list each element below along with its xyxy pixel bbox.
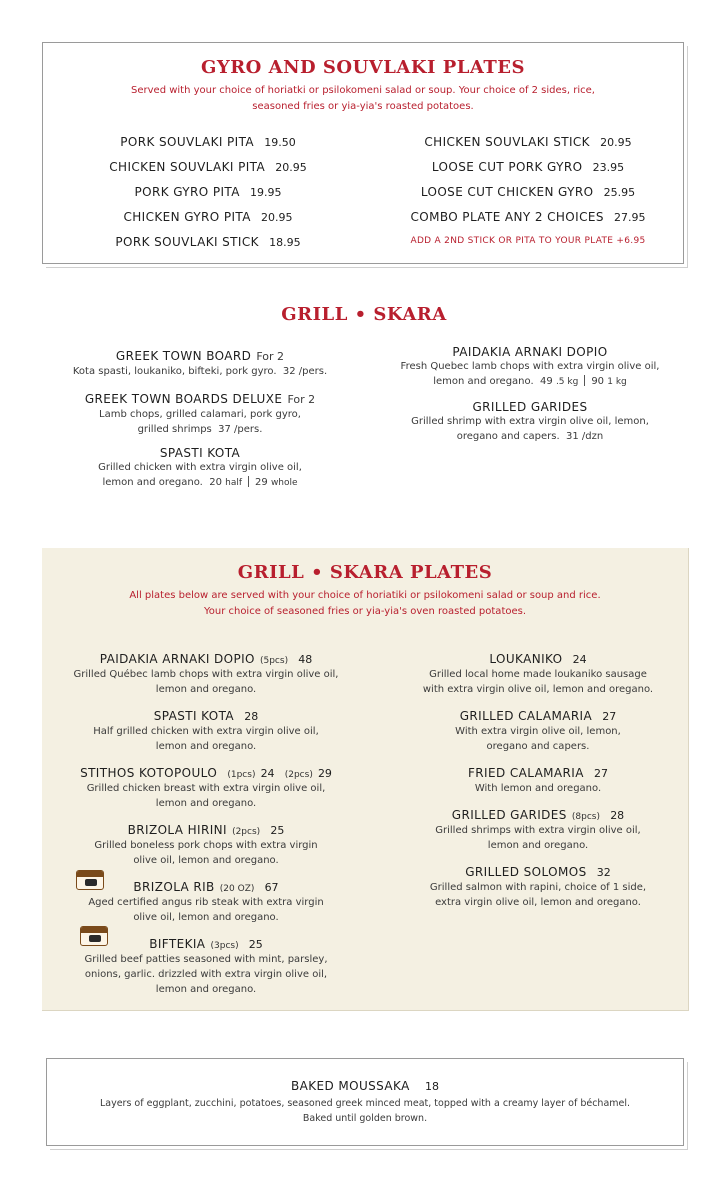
plates-right-column [398, 648, 678, 910]
item-price: 28 [610, 809, 625, 822]
item-qty: (2pcs) [284, 770, 313, 780]
menu-item [383, 181, 673, 206]
item-description: Fresh Quebec lamb chops with extra virgin olive oil, [400, 361, 660, 372]
item-price: 19.95 [250, 186, 282, 199]
item-price: 24 [572, 653, 587, 666]
item-description: oregano and capers. [486, 741, 590, 752]
item-name: GREEK TOWN BOARD [115, 349, 252, 363]
menu-item [73, 156, 343, 181]
item-name: LOUKANIKO [489, 652, 563, 666]
item-description: onions, garlic. drizzled with extra virgin olive oil, [84, 969, 328, 980]
menu-item [40, 388, 360, 437]
plates-panel [42, 548, 689, 1011]
moussaka-item [47, 1075, 683, 1126]
menu-item [73, 131, 343, 156]
menu-item [398, 762, 678, 804]
item-price: 25.95 [603, 186, 636, 199]
item-price: 18.95 [269, 236, 301, 249]
gyro-subtitle-line-1: Served with your choice of horiatki or psilokomeni salad or soup. Your choice of 2 sides, rice, [131, 85, 595, 96]
item-description: olive oil, lemon and oregano. [133, 912, 279, 923]
addon-note: ADD A 2ND STICK OR PITA TO YOUR PLATE +6.95 [410, 236, 646, 246]
item-description: Grilled Québec lamb chops with extra virgin olive oil, [73, 669, 339, 680]
item-serving: For 2 [256, 350, 285, 363]
item-price: 20.95 [275, 161, 307, 174]
item-portion: half [225, 478, 243, 488]
item-price: 19.50 [264, 136, 296, 149]
item-description: Kota spasti, loukaniko, bifteki, pork gyro. [72, 366, 277, 377]
item-description: Half grilled chicken with extra virgin olive oil, [93, 726, 319, 737]
item-price: 27.95 [614, 211, 646, 224]
menu-item [40, 446, 360, 491]
item-description: lemon and oregano. [487, 840, 589, 851]
item-description: Aged certified angus rib steak with extra virgin [88, 897, 324, 908]
divider [248, 476, 249, 487]
item-name: LOOSE CUT CHICKEN GYRO [420, 185, 594, 199]
item-description: lemon and oregano. [155, 741, 257, 752]
item-price: 31 /dzn [566, 431, 604, 442]
item-qty: (20 OZ) [219, 884, 255, 894]
item-qty: (8pcs) [571, 812, 601, 822]
item-description: olive oil, lemon and oregano. [133, 855, 279, 866]
item-description: with extra virgin olive oil, lemon and oregano. [422, 684, 654, 695]
item-description: lemon and oregano. [155, 798, 257, 809]
menu-item [383, 156, 673, 181]
plates-subtitle-line-2: Your choice of seasoned fries or yia-yia's oven roasted potatoes. [203, 606, 527, 617]
menu-item [398, 705, 678, 762]
item-description: Grilled shrimps with extra virgin olive oil, [435, 825, 641, 836]
item-name: STITHOS KOTOPOULO [80, 766, 218, 780]
item-name: COMBO PLATE ANY 2 CHOICES [410, 210, 604, 224]
item-serving: For 2 [287, 393, 316, 406]
plates-section-title: GRILL • SKARA PLATES [237, 562, 493, 583]
item-name: CHICKEN GYRO PITA [123, 210, 251, 224]
item-price: 25 [270, 824, 285, 837]
menu-item [56, 762, 356, 819]
item-price: 25 [248, 938, 263, 951]
item-qty: (3pcs) [210, 941, 239, 951]
item-description: lemon and oregano. [155, 984, 257, 995]
item-description: extra virgin olive oil, lemon and oregano. [435, 897, 641, 908]
item-price: 18 [424, 1080, 439, 1093]
gyro-section-title: GYRO AND SOUVLAKI PLATES [200, 57, 525, 78]
menu-item [73, 181, 343, 206]
menu-item [398, 861, 678, 910]
item-description: Grilled chicken breast with extra virgin olive oil, [86, 783, 326, 794]
gyro-subtitle-line-2: seasoned fries or yia-yia's roasted potatoes. [252, 101, 474, 112]
menu-item [370, 400, 690, 444]
certified-angus-beef-icon [76, 870, 104, 890]
item-price: 27 [594, 767, 608, 780]
item-description: With lemon and oregano. [474, 783, 602, 794]
gyro-souvlaki-box [42, 42, 684, 264]
certified-angus-beef-icon [80, 926, 108, 946]
item-name: GRILLED SOLOMOS [465, 865, 587, 879]
plates-subtitle-line-1: All plates below are served with your choice of horiatiki or psilokomeni salad or soup and rice. [129, 590, 601, 601]
item-name: FRIED CALAMARIA [468, 766, 584, 780]
item-name: GREEK TOWN BOARDS DELUXE [84, 392, 283, 406]
item-qty: (1pcs) [227, 770, 256, 780]
item-price: 67 [264, 881, 279, 894]
menu-item [56, 819, 356, 876]
item-price: 23.95 [592, 161, 625, 174]
menu-item [56, 705, 356, 762]
item-price: 32 /pers. [282, 366, 328, 377]
grill-right-column [370, 345, 690, 444]
item-description: Lamb chops, grilled calamari, pork gyro, [99, 409, 301, 420]
item-price: 20 [209, 477, 222, 488]
item-price: 27 [602, 710, 617, 723]
divider [584, 375, 585, 386]
item-description: oregano and capers. [456, 431, 560, 442]
moussaka-box [46, 1058, 684, 1146]
item-portion: whole [270, 478, 298, 488]
item-price: 20.95 [600, 136, 632, 149]
item-price: 28 [244, 710, 259, 723]
item-description: lemon and oregano. [155, 684, 257, 695]
item-description: With extra virgin olive oil, lemon, [455, 726, 621, 737]
gyro-left-column [73, 131, 343, 256]
item-description: Grilled local home made loukaniko sausage [429, 669, 647, 680]
item-description: Layers of eggplant, zucchini, potatoes, seasoned greek minced meat, topped with a creamy layer of béchamel. [99, 1098, 631, 1109]
item-price: 48 [298, 653, 313, 666]
item-description: lemon and oregano. [102, 477, 203, 488]
item-price: 32 [596, 866, 611, 879]
menu-item [73, 231, 343, 256]
gyro-subtitle [43, 83, 683, 115]
menu-item [370, 345, 690, 390]
item-name: GRILLED GARIDES [451, 808, 567, 822]
item-qty: (2pcs) [232, 827, 261, 837]
item-name: BRIZOLA RIB [133, 880, 215, 894]
menu-item [398, 804, 678, 861]
item-price: 90 [591, 376, 605, 387]
menu-item [56, 648, 356, 705]
item-name: BAKED MOUSSAKA [291, 1079, 410, 1093]
item-qty: (5pcs) [259, 656, 289, 666]
item-name: PORK GYRO PITA [134, 185, 240, 199]
grill-left-column [40, 345, 360, 491]
menu-item [73, 206, 343, 231]
item-name: CHICKEN SOUVLAKI STICK [424, 135, 590, 149]
menu-item [383, 206, 673, 231]
plates-subtitle [42, 588, 688, 620]
item-description: lemon and oregano. [433, 376, 534, 387]
item-name: SPASTI KOTA [159, 446, 241, 460]
item-name: LOOSE CUT PORK GYRO [431, 160, 583, 174]
item-name: BRIZOLA HIRINI [127, 823, 227, 837]
grill-section-title: GRILL • SKARA [281, 304, 447, 325]
item-name: PORK SOUVLAKI PITA [120, 135, 255, 149]
item-portion: 1 kg [607, 377, 627, 387]
menu-item [398, 648, 678, 705]
item-description: Grilled boneless pork chops with extra virgin [94, 840, 318, 851]
item-name: PAIDAKIA ARNAKI DOPIO [99, 652, 255, 666]
item-portion: .5 kg [555, 377, 579, 387]
item-name: PORK SOUVLAKI STICK [115, 235, 259, 249]
item-name: SPASTI KOTA [153, 709, 235, 723]
item-price: 24 [260, 767, 275, 780]
item-price: 49 [540, 376, 553, 387]
item-price: 37 /pers. [218, 424, 263, 435]
item-description: Grilled beef patties seasoned with mint, parsley, [84, 954, 328, 965]
item-name: PAIDAKIA ARNAKI DOPIO [452, 345, 608, 359]
item-price: 20.95 [261, 211, 293, 224]
gyro-right-column [383, 131, 673, 251]
item-price: 29 [255, 477, 268, 488]
item-name: GRILLED GARIDES [472, 400, 588, 414]
menu-item [383, 131, 673, 156]
item-description: grilled shrimps [137, 424, 212, 435]
menu-item [40, 345, 360, 379]
item-name: GRILLED CALAMARIA [459, 709, 593, 723]
item-description: Grilled salmon with rapini, choice of 1 side, [429, 882, 647, 893]
item-price: 29 [317, 767, 332, 780]
item-name: CHICKEN SOUVLAKI PITA [109, 160, 266, 174]
item-name: BIFTEKIA [149, 937, 206, 951]
item-description: Baked until golden brown. [302, 1113, 428, 1124]
item-description: Grilled shrimp with extra virgin olive oil, lemon, [411, 416, 649, 427]
item-description: Grilled chicken with extra virgin olive oil, [98, 462, 302, 473]
